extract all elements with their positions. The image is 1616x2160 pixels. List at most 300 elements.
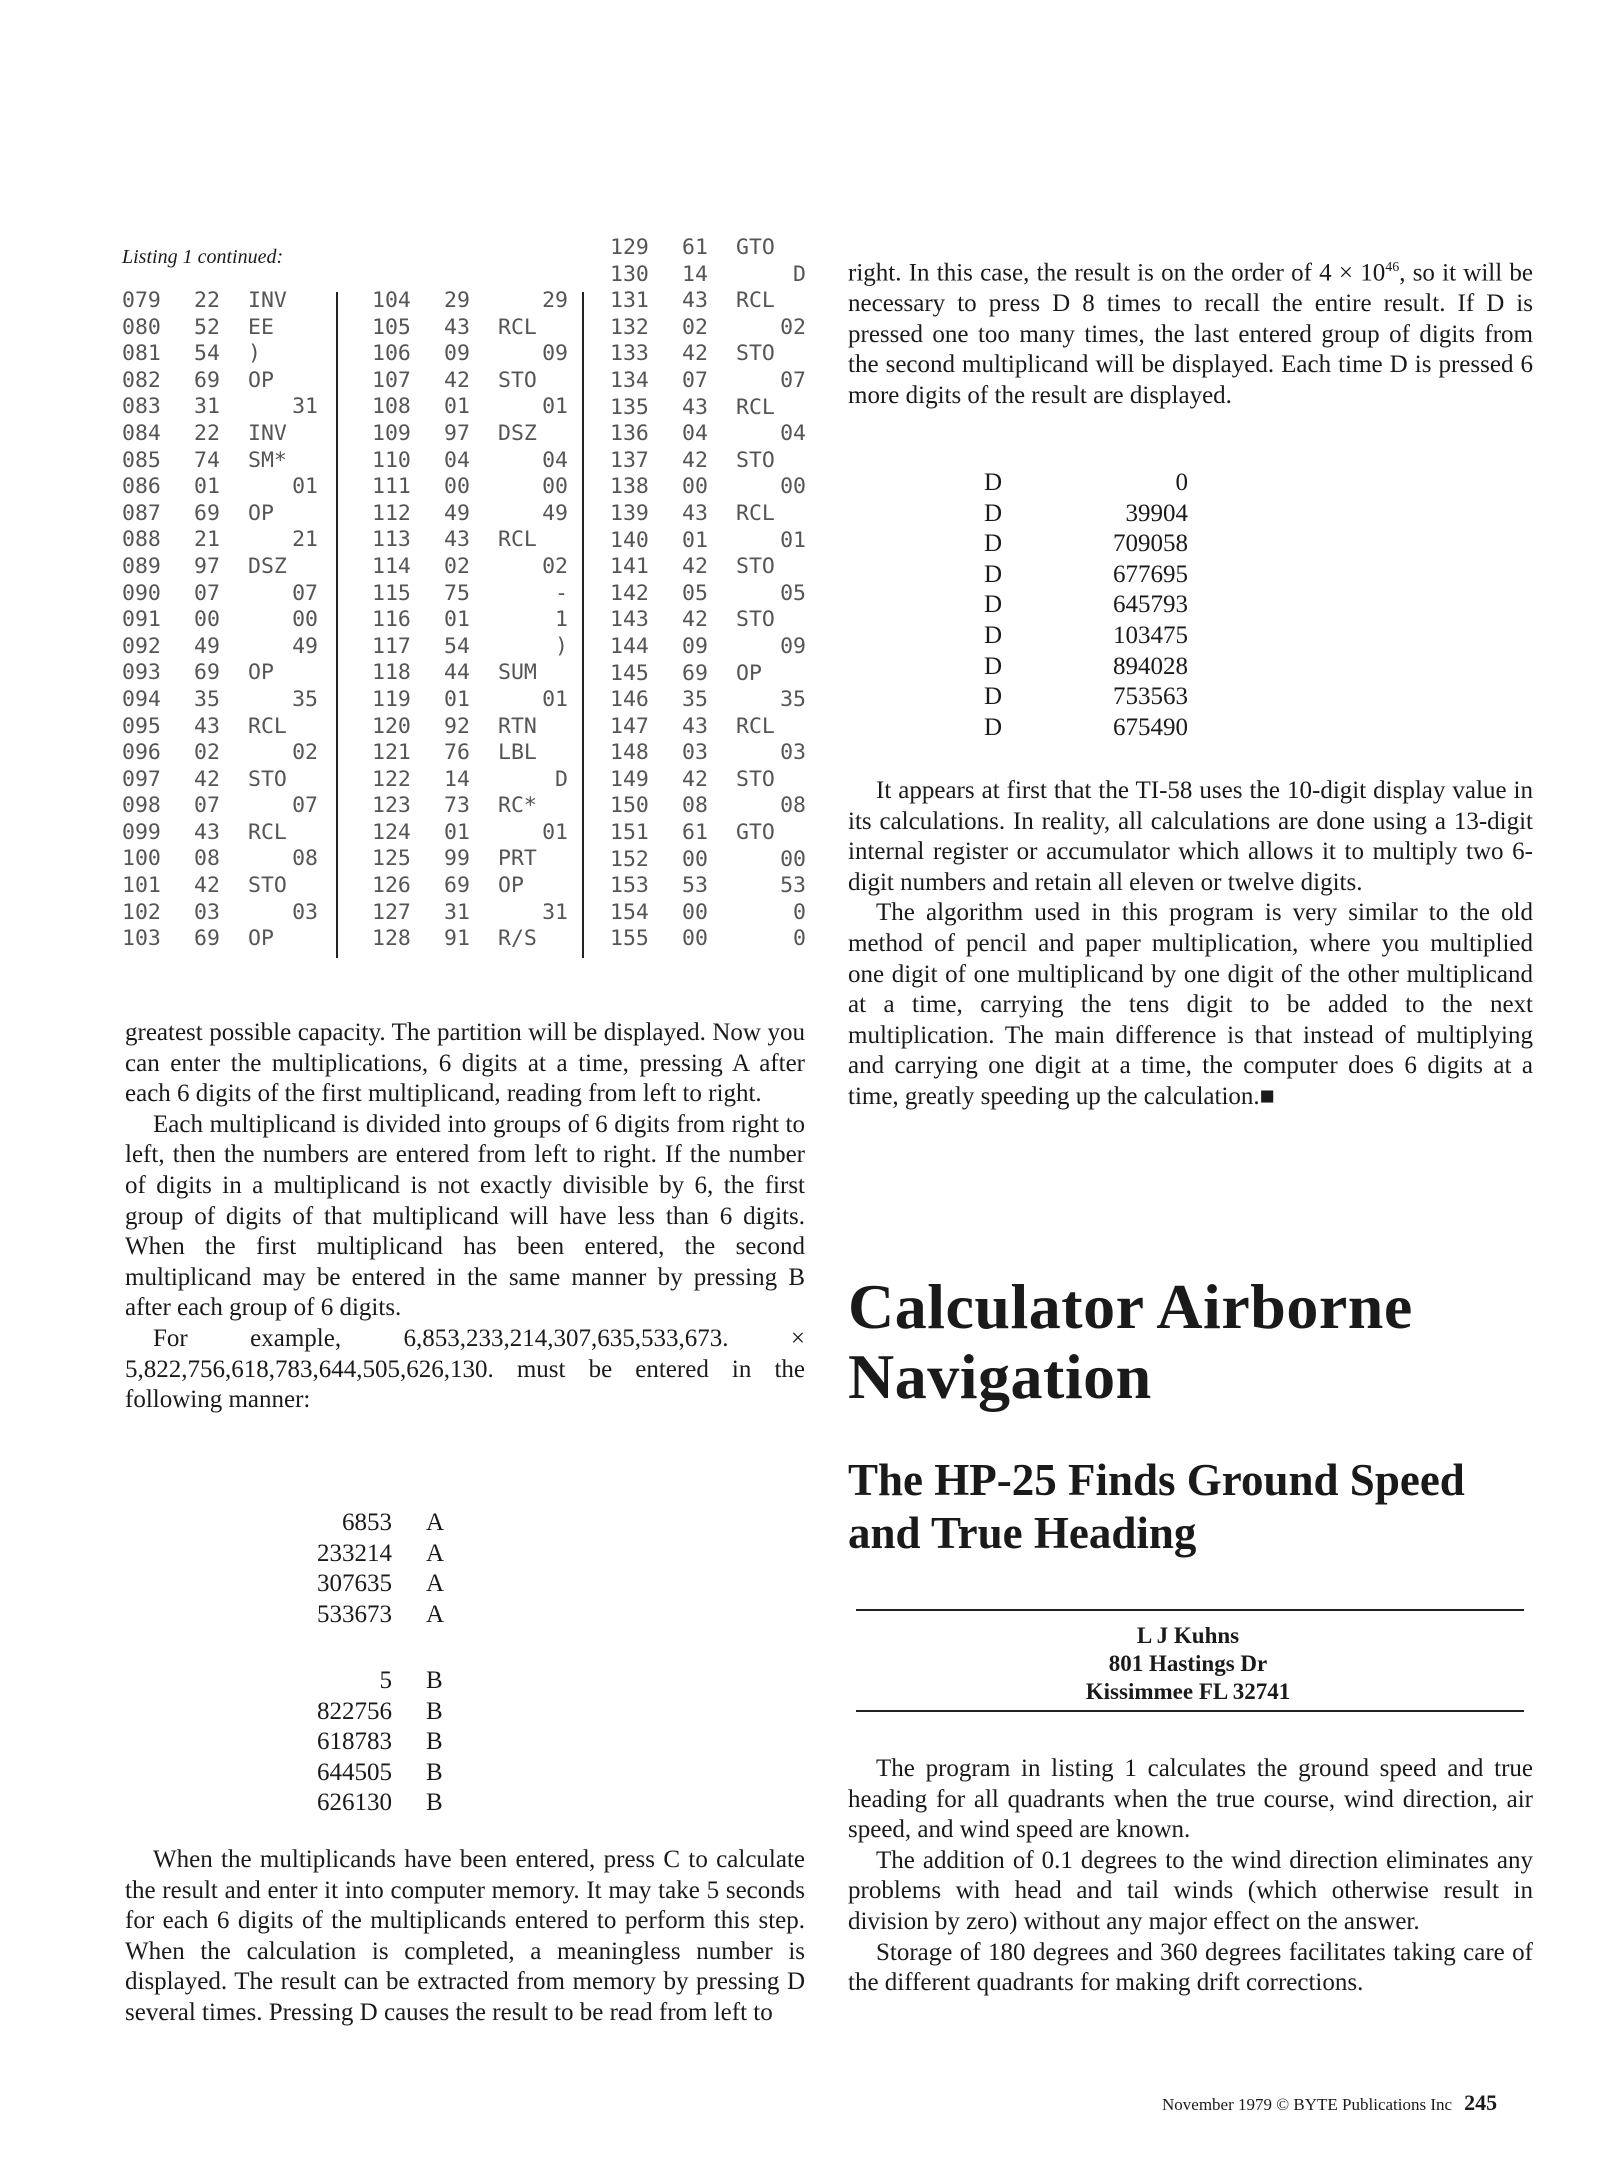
left-text-upper — [125, 1018, 805, 1416]
listing-step: 113 — [372, 527, 411, 553]
listing-key: PRT — [498, 846, 537, 872]
listing-keycode: 43 — [194, 819, 220, 845]
listing-key: 02 — [292, 740, 318, 766]
listing-step: 143 — [610, 607, 649, 633]
listing-keycode: 42 — [194, 766, 220, 792]
listing-row — [372, 740, 568, 767]
listing-keycode: 69 — [194, 500, 220, 526]
listing-row — [122, 341, 318, 368]
listing-step: 153 — [610, 873, 649, 899]
listing-key: 01 — [542, 686, 568, 712]
listing-key: RCL — [736, 394, 775, 420]
listing-step: 094 — [122, 686, 161, 712]
listing-keycode: 09 — [444, 341, 470, 367]
listing-keycode: 92 — [444, 713, 470, 739]
listing-row — [372, 474, 568, 501]
d-result-row — [984, 713, 1188, 744]
article-body — [848, 1754, 1533, 1999]
listing-row — [122, 288, 318, 315]
entry-key: B — [426, 1789, 443, 1817]
listing-step: 110 — [372, 447, 411, 473]
listing-row — [122, 846, 318, 873]
listing-step: 079 — [122, 288, 161, 313]
d-value: 645793 — [1113, 591, 1188, 619]
entry-row — [262, 1600, 486, 1631]
listing-keycode: 43 — [682, 500, 708, 526]
listing-keycode: 08 — [682, 793, 708, 819]
listing-step: 102 — [122, 899, 161, 925]
listing-step: 138 — [610, 474, 649, 500]
listing-keycode: 01 — [444, 686, 470, 712]
listing-keycode: 42 — [194, 873, 220, 899]
listing-keycode: 43 — [444, 314, 470, 340]
listing-row — [122, 607, 318, 634]
byline-rule-top — [856, 1609, 1524, 1611]
d-key: D — [984, 499, 1003, 527]
listing-step: 107 — [372, 367, 411, 393]
entry-digits: 233214 — [317, 1539, 392, 1567]
listing-row — [610, 714, 806, 741]
listing-row — [122, 421, 318, 448]
listing-keycode: 42 — [682, 341, 708, 367]
listing-row — [610, 900, 806, 927]
byline-rule-bottom — [856, 1710, 1524, 1712]
listing-step: 082 — [122, 367, 161, 393]
listing-row — [122, 554, 318, 581]
listing-step: 089 — [122, 553, 161, 579]
listing-keycode: 00 — [194, 607, 220, 633]
listing-key: SUM — [498, 660, 537, 686]
listing-row — [610, 687, 806, 714]
paragraph: Storage of 180 degrees and 360 degrees facilitates taking care of the different quadrants for making drift corrections. — [848, 1938, 1533, 1997]
listing-key: LBL — [498, 740, 537, 766]
listing-row — [610, 740, 806, 767]
listing-key: 53 — [780, 873, 806, 899]
listing-keycode: 43 — [682, 394, 708, 420]
listing-keycode: 00 — [682, 899, 708, 925]
entry-row — [262, 1666, 486, 1697]
paragraph: The addition of 0.1 degrees to the wind direction eliminates any problems with head and tail winds (which otherwise result in division by zero) without any major effect on the answer. — [848, 1846, 1533, 1935]
d-key: D — [984, 591, 1003, 619]
listing-keycode: 03 — [682, 740, 708, 766]
listing-key: INV — [248, 288, 287, 313]
listing-row — [372, 793, 568, 820]
listing-row — [610, 315, 806, 342]
listing-keycode: 49 — [444, 500, 470, 526]
listing-step: 136 — [610, 421, 649, 447]
listing-step: 111 — [372, 474, 411, 500]
listing-key: 00 — [780, 846, 806, 872]
listing-key: 05 — [780, 580, 806, 606]
listing-keycode: 00 — [682, 474, 708, 500]
listing-key: 35 — [292, 686, 318, 712]
listing-key: RCL — [736, 500, 775, 526]
listing-key: 21 — [292, 527, 318, 553]
listing-row — [610, 661, 806, 688]
listing-row — [372, 394, 568, 421]
listing-row — [122, 820, 318, 847]
listing-row — [610, 634, 806, 661]
listing-step: 132 — [610, 314, 649, 340]
author-city: Kissimmee FL 32741 — [1085, 1679, 1291, 1704]
listing-key: 49 — [542, 500, 568, 526]
listing-row — [610, 847, 806, 874]
listing-step: 155 — [610, 926, 649, 952]
entry-digits: 618783 — [317, 1728, 392, 1756]
listing-step: 101 — [122, 873, 161, 899]
listing-row — [610, 448, 806, 475]
entry-digits: 822756 — [317, 1697, 392, 1725]
paragraph: The program in listing 1 calculates the ground speed and true heading for all quadrants when the true course, wind direction, air speed, and wind speed are known. — [848, 1755, 1533, 1844]
listing-row — [122, 474, 318, 501]
entry-row — [262, 1697, 486, 1728]
d-key: D — [984, 683, 1003, 711]
listing-row — [610, 421, 806, 448]
listing-row — [372, 660, 568, 687]
listing-row — [372, 527, 568, 554]
d-results-table — [984, 468, 1188, 743]
listing-step: 119 — [372, 686, 411, 712]
d-key: D — [984, 652, 1003, 680]
entry-digits: 644505 — [317, 1758, 392, 1786]
listing-keycode: 52 — [194, 314, 220, 340]
listing-key: STO — [248, 766, 287, 792]
listing-key: RCL — [736, 713, 775, 739]
listing-column-1 — [122, 288, 318, 953]
listing-keycode: 03 — [194, 899, 220, 925]
listing-keycode: 31 — [444, 899, 470, 925]
d-result-row — [984, 529, 1188, 560]
listing-key: OP — [248, 926, 274, 952]
byline — [856, 1622, 1520, 1706]
listing-key: RCL — [736, 288, 775, 314]
listing-key: R/S — [498, 926, 537, 952]
listing-step: 133 — [610, 341, 649, 367]
listing-key: 31 — [542, 899, 568, 925]
listing-key: D — [555, 766, 568, 792]
listing-key: 29 — [542, 288, 568, 313]
entry-key: A — [426, 1539, 445, 1567]
listing-key: 02 — [542, 553, 568, 579]
d-value: 39904 — [1125, 499, 1188, 527]
listing-key: 03 — [292, 899, 318, 925]
entry-key: B — [426, 1758, 443, 1786]
listing-row — [372, 900, 568, 927]
listing-step: 152 — [610, 846, 649, 872]
listing-row — [122, 394, 318, 421]
listing-step: 137 — [610, 447, 649, 473]
listing-row — [122, 501, 318, 528]
listing-step: 114 — [372, 553, 411, 579]
listing-row — [610, 554, 806, 581]
listing-step: 108 — [372, 394, 411, 420]
listing-step: 087 — [122, 500, 161, 526]
listing-row — [610, 793, 806, 820]
listing-row — [610, 262, 806, 289]
listing-keycode: 35 — [682, 687, 708, 713]
listing-keycode: 07 — [682, 367, 708, 393]
listing-keycode: 04 — [444, 447, 470, 473]
listing-row — [372, 873, 568, 900]
listing-keycode: 53 — [682, 873, 708, 899]
listing-keycode: 01 — [444, 394, 470, 420]
listing-key: RCL — [498, 527, 537, 553]
listing-row — [610, 607, 806, 634]
listing-keycode: 08 — [194, 846, 220, 872]
listing-row — [372, 554, 568, 581]
listing-step: 131 — [610, 288, 649, 314]
listing-row — [372, 607, 568, 634]
listing-keycode: 22 — [194, 420, 220, 446]
listing-row — [372, 820, 568, 847]
listing-keycode: 05 — [682, 580, 708, 606]
listing-step: 154 — [610, 899, 649, 925]
listing-row — [610, 528, 806, 555]
listing-row — [610, 926, 806, 953]
listing-key: 0 — [793, 926, 806, 952]
listing-step: 129 — [610, 235, 649, 260]
listing-row — [122, 793, 318, 820]
listing-row — [610, 341, 806, 368]
listing-keycode: 69 — [194, 660, 220, 686]
entry-row — [262, 1539, 486, 1570]
listing-keycode: 69 — [682, 660, 708, 686]
listing-row — [122, 581, 318, 608]
listing-row — [372, 501, 568, 528]
listing-row — [122, 634, 318, 661]
listing-row — [372, 581, 568, 608]
entry-key: B — [426, 1728, 443, 1756]
listing-divider-1 — [336, 292, 338, 958]
listing-key: DSZ — [248, 553, 287, 579]
listing-step: 148 — [610, 740, 649, 766]
listing-step: 150 — [610, 793, 649, 819]
entry-digits: 5 — [379, 1667, 392, 1694]
listing-step: 081 — [122, 341, 161, 367]
entry-digits: 626130 — [317, 1789, 392, 1817]
article-subtitle: The HP-25 Finds Ground Speed and True Heading — [848, 1455, 1465, 1558]
listing-keycode: 35 — [194, 686, 220, 712]
listing-keycode: 02 — [194, 740, 220, 766]
listing-column-2 — [372, 288, 568, 953]
listing-step: 100 — [122, 846, 161, 872]
d-value: 894028 — [1113, 652, 1188, 680]
d-key: D — [984, 530, 1003, 558]
listing-key: GTO — [736, 235, 775, 260]
listing-step: 123 — [372, 793, 411, 819]
listing-row — [122, 714, 318, 741]
left-text-lower — [125, 1845, 805, 2029]
listing-step: 098 — [122, 793, 161, 819]
listing-row — [372, 767, 568, 794]
paragraph: Each multiplicand is divided into groups of 6 digits from right to left, then the numbers are entered from left to right. If the number of digits in a multiplicand is not exactly divisible by 6, the first group of digits of that multiplicand will have less than 6 digits. When the first multiplicand has been entered, the second multiplicand may be entered in the same manner by pressing B after each group of 6 digits. — [125, 1110, 805, 1322]
listing-keycode: 69 — [444, 873, 470, 899]
listing-keycode: 42 — [444, 367, 470, 393]
listing-key: 35 — [780, 687, 806, 713]
listing-step: 091 — [122, 607, 161, 633]
listing-step: 109 — [372, 420, 411, 446]
listing-key: OP — [248, 367, 274, 393]
listing-keycode: 75 — [444, 580, 470, 606]
listing-step: 105 — [372, 314, 411, 340]
listing-keycode: 69 — [194, 367, 220, 393]
paragraph: It appears at first that the TI-58 uses the 10-digit display value in its calculations. In reality, all calculations are done using a 13-digit internal register or accumulator which allows it to multiply two 6-digit numbers and retain all eleven or twelve digits. — [848, 777, 1533, 896]
listing-key: INV — [248, 420, 287, 446]
listing-row — [122, 368, 318, 395]
listing-step: 122 — [372, 766, 411, 792]
listing-step: 092 — [122, 633, 161, 659]
listing-row — [610, 501, 806, 528]
d-result-row — [984, 560, 1188, 591]
listing-row — [610, 767, 806, 794]
listing-step: 144 — [610, 633, 649, 659]
right-text-middle — [848, 776, 1533, 1113]
listing-row — [372, 634, 568, 661]
listing-step: 090 — [122, 580, 161, 606]
listing-keycode: 00 — [682, 926, 708, 952]
page-footer — [1162, 2090, 1497, 2116]
d-result-row — [984, 652, 1188, 683]
listing-step: 141 — [610, 554, 649, 580]
listing-row — [372, 341, 568, 368]
listing-key: DSZ — [498, 420, 537, 446]
listing-key: ) — [248, 341, 261, 367]
listing-step: 086 — [122, 474, 161, 500]
listing-keycode: 07 — [194, 793, 220, 819]
listing-keycode: 01 — [444, 607, 470, 633]
d-value: 0 — [1175, 469, 1188, 496]
listing-keycode: 00 — [444, 474, 470, 500]
listing-keycode: 07 — [194, 580, 220, 606]
listing-key: 03 — [780, 740, 806, 766]
listing-keycode: 14 — [682, 261, 708, 287]
listing-keycode: 61 — [682, 820, 708, 846]
listing-key: EE — [248, 314, 274, 340]
listing-key: RTN — [498, 713, 537, 739]
listing-keycode: 42 — [682, 554, 708, 580]
listing-step: 093 — [122, 660, 161, 686]
listing-step: 116 — [372, 607, 411, 633]
listing-step: 146 — [610, 687, 649, 713]
listing-keycode: 42 — [682, 766, 708, 792]
paragraph: When the multiplicands have been entered, press C to calculate the result and enter it into computer memory. It may take 5 seconds for each 6 digits of the multiplicands entered to perform this step. When the calculation is completed, a meaningless number is displayed. The result can be extracted from memory by pressing D several times. Pressing D causes the result to be read from left to — [125, 1846, 805, 2026]
listing-step: 118 — [372, 660, 411, 686]
listing-step: 083 — [122, 394, 161, 420]
entry-key: A — [426, 1509, 445, 1536]
listing-step: 084 — [122, 420, 161, 446]
footer-credit: November 1979 © BYTE Publications Inc — [1162, 2095, 1453, 2114]
listing-step: 097 — [122, 766, 161, 792]
listing-step: 139 — [610, 500, 649, 526]
listing-key: 49 — [292, 633, 318, 659]
listing-keycode: 99 — [444, 846, 470, 872]
listing-row — [122, 926, 318, 953]
listing-step: 121 — [372, 740, 411, 766]
listing-step: 124 — [372, 819, 411, 845]
listing-row — [372, 448, 568, 475]
entry-row — [262, 1727, 486, 1758]
listing-key: 04 — [542, 447, 568, 473]
listing-keycode: 61 — [682, 235, 708, 260]
listing-key: 01 — [292, 474, 318, 500]
listing-step: 128 — [372, 926, 411, 952]
listing-key: 01 — [780, 527, 806, 553]
listing-step: 096 — [122, 740, 161, 766]
listing-row — [610, 368, 806, 395]
listing-key: 01 — [542, 819, 568, 845]
listing-keycode: 43 — [444, 527, 470, 553]
listing-step: 126 — [372, 873, 411, 899]
listing-keycode: 04 — [682, 421, 708, 447]
listing-key: OP — [736, 660, 762, 686]
entry-digits: 307635 — [317, 1570, 392, 1598]
entry-key: A — [426, 1570, 445, 1598]
d-result-row — [984, 682, 1188, 713]
d-value: 103475 — [1113, 621, 1188, 649]
listing-key: - — [555, 580, 568, 606]
listing-keycode: 74 — [194, 447, 220, 473]
listing-row — [610, 873, 806, 900]
listing-keycode: 21 — [194, 527, 220, 553]
listing-row — [610, 820, 806, 847]
listing-keycode: 91 — [444, 926, 470, 952]
d-key: D — [984, 713, 1003, 741]
listing-keycode: 31 — [194, 394, 220, 420]
author-address: 801 Hastings Dr — [1108, 1651, 1268, 1676]
listing-row — [372, 421, 568, 448]
listing-keycode: 97 — [194, 553, 220, 579]
listing-step: 151 — [610, 820, 649, 846]
listing-key: OP — [498, 873, 524, 899]
listing-key: STO — [736, 341, 775, 367]
listing-key: STO — [248, 873, 287, 899]
listing-key: 07 — [292, 580, 318, 606]
listing-caption: Listing 1 continued: — [122, 246, 284, 268]
listing-keycode: 76 — [444, 740, 470, 766]
listing-keycode: 43 — [682, 288, 708, 314]
entry-digits: 533673 — [317, 1600, 392, 1628]
d-result-row — [984, 468, 1188, 499]
end-mark: ■ — [1259, 1082, 1275, 1110]
entry-key: B — [426, 1667, 443, 1694]
listing-row — [610, 474, 806, 501]
article-title: Calculator Airborne Navigation — [848, 1271, 1413, 1412]
listing-keycode: 01 — [444, 819, 470, 845]
listing-step: 103 — [122, 926, 161, 952]
listing-key: STO — [736, 766, 775, 792]
listing-row — [372, 846, 568, 873]
listing-row — [372, 288, 568, 315]
author-name: L J Kuhns — [1136, 1623, 1240, 1648]
listing-divider-2 — [582, 292, 584, 958]
listing-key: 08 — [292, 846, 318, 872]
listing-keycode: 29 — [444, 288, 470, 313]
listing-row — [610, 581, 806, 608]
listing-step: 095 — [122, 713, 161, 739]
listing-key: 02 — [780, 314, 806, 340]
listing-step: 099 — [122, 819, 161, 845]
listing-key: 04 — [780, 421, 806, 447]
listing-keycode: 42 — [682, 447, 708, 473]
listing-key: 07 — [292, 793, 318, 819]
listing-row — [122, 315, 318, 342]
listing-row — [122, 660, 318, 687]
listing-row — [372, 315, 568, 342]
listing-key: STO — [736, 447, 775, 473]
d-key: D — [984, 469, 1003, 496]
listing-row — [372, 687, 568, 714]
listing-row — [122, 527, 318, 554]
